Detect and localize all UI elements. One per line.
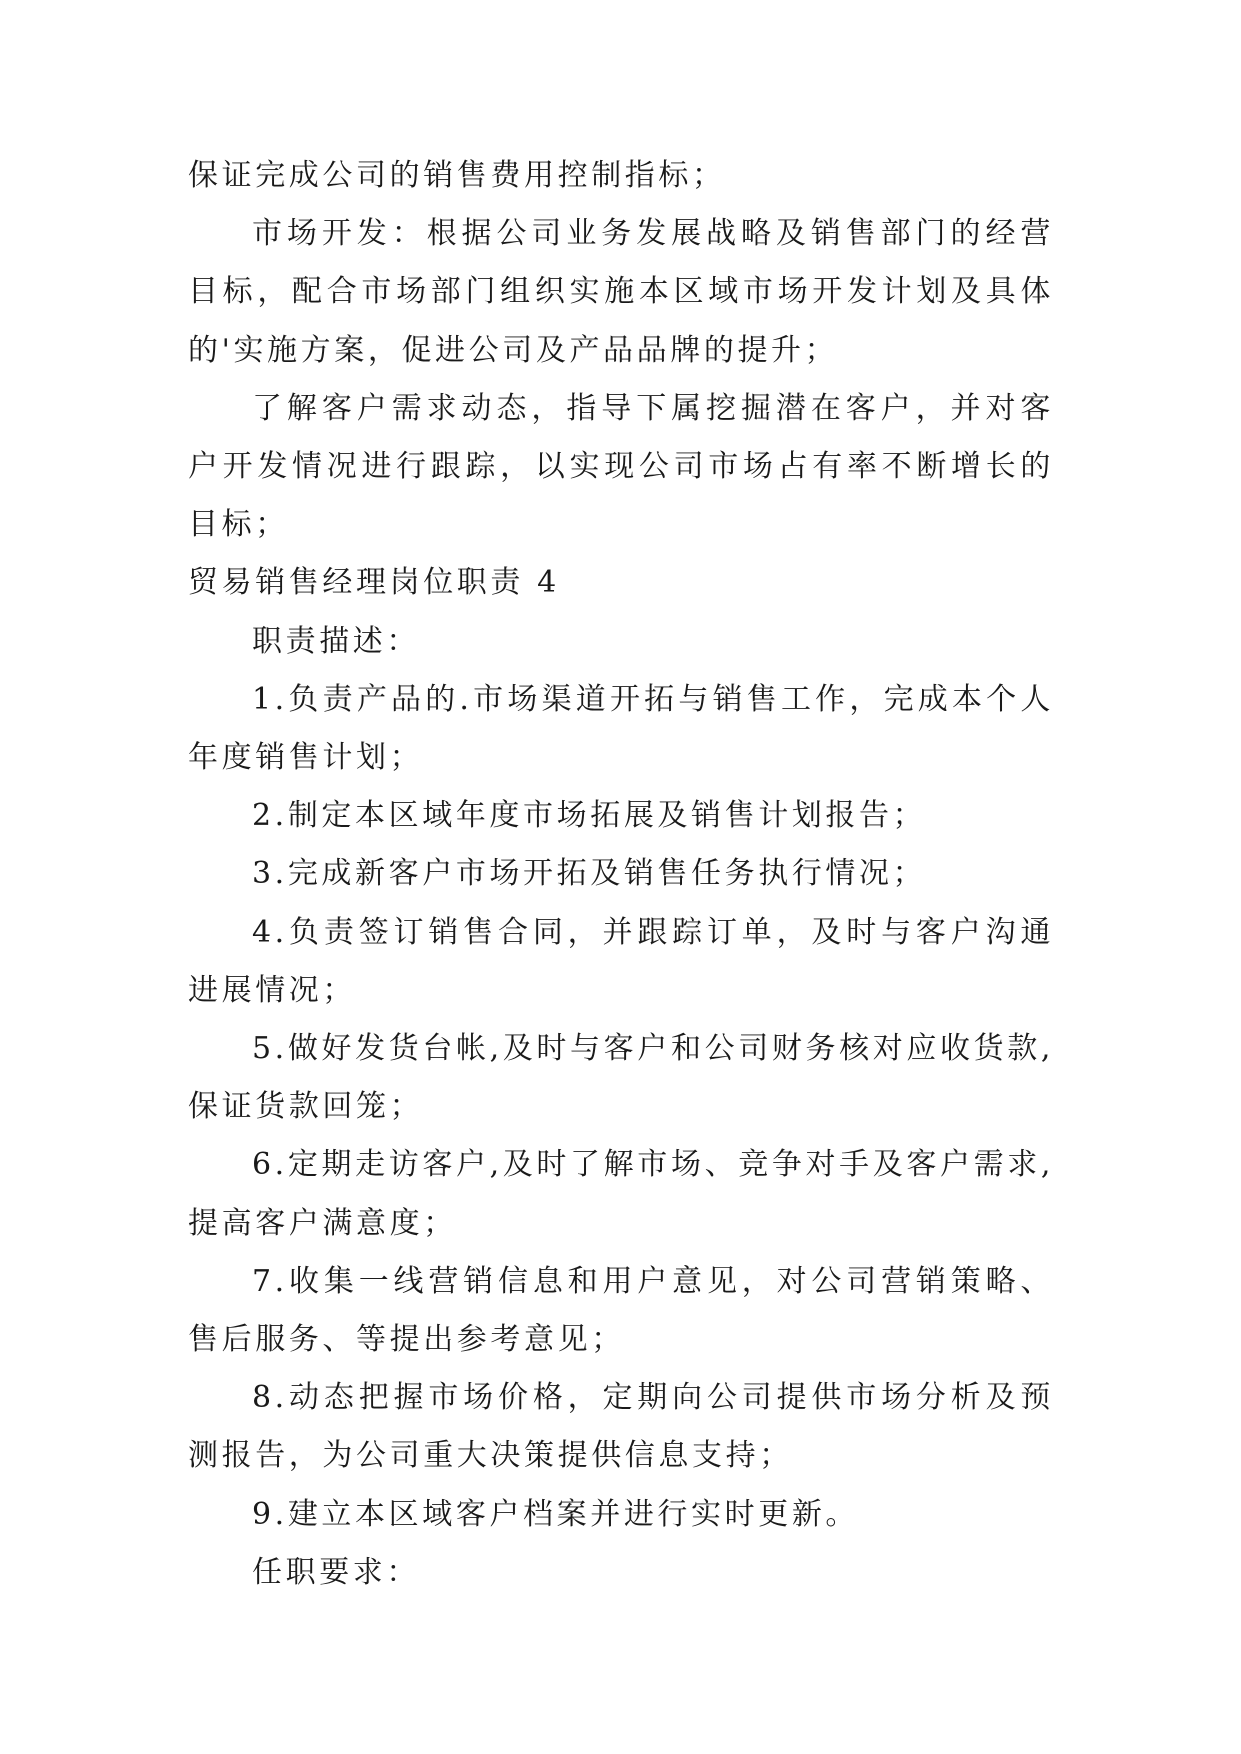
duty-item-6: 6.定期走访客户,及时了解市场、竞争对手及客户需求,提高客户满意度； bbox=[188, 1147, 1054, 1241]
duty-item-1: 1.负责产品的.市场渠道开拓与销售工作，完成本个人年度销售计划； bbox=[188, 681, 1054, 776]
duty-item-2: 2.制定本区域年度市场拓展及销售计划报告； bbox=[252, 798, 927, 834]
document-body bbox=[188, 147, 1054, 1602]
paragraph-customer-needs: 了解客户需求动态，指导下属挖掘潜在客户，并对客户开发情况进行跟踪，以实现公司市场占有率不断增长的目标； bbox=[188, 390, 1054, 543]
section-heading: 贸易销售经理岗位职责 4 bbox=[188, 565, 560, 601]
duties-label: 职责描述： bbox=[252, 623, 420, 659]
duty-item-5: 5.做好发货台帐,及时与客户和公司财务核对应收货款,保证货款回笼； bbox=[188, 1031, 1054, 1125]
requirements-label: 任职要求： bbox=[252, 1554, 420, 1590]
paragraph-cost-control: 保证完成公司的销售费用控制指标； bbox=[188, 158, 726, 193]
duty-item-4: 4.负责签订销售合同，并跟踪订单，及时与客户沟通进展情况； bbox=[188, 914, 1054, 1008]
duty-item-8: 8.动态把握市场价格，定期向公司提供市场分析及预测报告，为公司重大决策提供信息支持； bbox=[188, 1380, 1054, 1474]
duty-item-9: 9.建立本区域客户档案并进行实时更新。 bbox=[252, 1496, 860, 1532]
duty-item-7: 7.收集一线营销信息和用户意见，对公司营销策略、售后服务、等提出参考意见； bbox=[188, 1263, 1054, 1358]
paragraph-market-development: 市场开发：根据公司业务发展战略及销售部门的经营目标，配合市场部门组织实施本区域市场开发计划及具体的'实施方案，促进公司及产品品牌的提升； bbox=[188, 216, 1054, 368]
duty-item-3: 3.完成新客户市场开拓及销售任务执行情况； bbox=[252, 856, 927, 892]
